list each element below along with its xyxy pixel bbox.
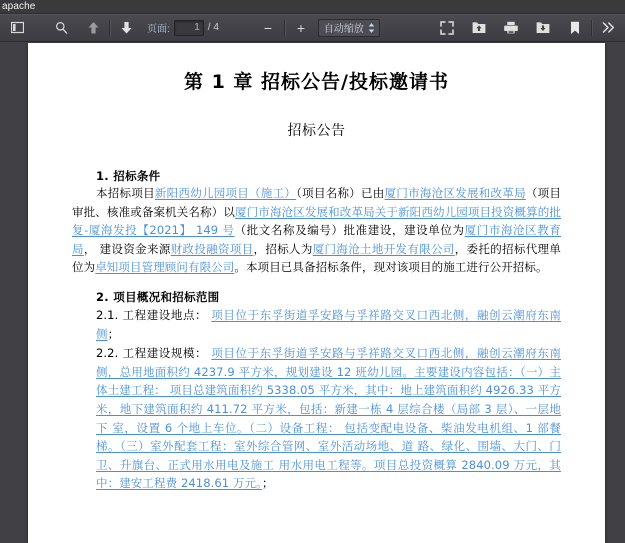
- zoom-in-button[interactable]: [289, 17, 313, 39]
- section-1-heading: 1. 招标条件: [96, 169, 161, 183]
- item-2-1: [72, 306, 561, 343]
- field-construction-scale: 项目位于东孚街道孚安路与孚祥路交叉口西北侧，融创云潮府东南侧，总用地面积约 4237.9 平方米，规划建设 12 班幼儿园。主要建设内容包括：（一）主体土建工程： 项目总建筑面积约 5338.05 平方米，其中：地上建筑面积约 4926.33 平方米，地下建筑面积约 411.72 平方米，包括：新建一栋 4 层综合楼（局部 3 层）、一层地下 室，设置 6 个地上车位。（二）设备工程： 包括变配电设备、柴油发电机组、1 部餐梯。（三）室外配套工程：室外综合管网、室外活动场地、道 路、绿化、围墙、大门、门卫、升旗台、正式用水用电及施工 用水用电工程等。项目总投资概算 2840.09 万元，其中：建安工程费 2418.61 万元。: [96, 346, 561, 491]
- zoom-scale-value: 自动缩放: [323, 24, 364, 35]
- zoom-scale-select[interactable]: [318, 19, 380, 37]
- document-title: 第 1 章 招标公告/投标邀请书: [183, 71, 449, 93]
- toolbar-divider-2: [284, 20, 285, 36]
- arrow-up-icon: [87, 21, 100, 35]
- pdf-toolbar: [0, 14, 625, 42]
- s1-t1: （项目名称）已由: [296, 186, 385, 200]
- section-2-heading: 2. 项目概况和招标范围: [96, 289, 220, 304]
- section-1-body: [72, 184, 561, 277]
- field-construction-unit: 厦门市海沧区教育局: [72, 223, 561, 256]
- zoom-out-button[interactable]: [256, 17, 280, 39]
- s1-t4: ， 建设资金来源: [83, 241, 171, 256]
- open-file-icon: [472, 21, 486, 34]
- s1-t7: 。本项目已具备招标条件，现对该项目的施工进行公开招标。: [234, 260, 548, 275]
- toolbar-divider: [109, 20, 110, 36]
- print-button[interactable]: [499, 17, 523, 39]
- download-icon: [536, 21, 550, 34]
- field-approval-document: 厦门市海沧区发展和改革局关于新阳西幼儿园项目投资概算的批复-厦海发投【2021】 149 号: [72, 204, 561, 238]
- arrow-down-icon: [120, 21, 133, 35]
- pdf-viewer-container[interactable]: [0, 42, 625, 543]
- page-number-input[interactable]: [174, 20, 204, 36]
- item-2-2-tail: ；: [262, 476, 274, 491]
- page-number-label: 页面:: [147, 24, 170, 35]
- minus-icon: −: [263, 19, 272, 36]
- open-file-button[interactable]: [467, 17, 491, 39]
- printer-icon: [504, 21, 518, 34]
- window-title-bar: [0, 0, 625, 14]
- bookmark-button[interactable]: [563, 17, 587, 39]
- chevron-updown-icon: [368, 22, 375, 33]
- toolbar-divider-3: [591, 20, 592, 36]
- s1-t2: （项目审批、核准或备案机关名称）以: [72, 186, 562, 219]
- s1-t5: ，招标人为: [253, 241, 313, 256]
- field-approval-authority: 厦门市海沧区发展和改革局: [384, 186, 526, 200]
- s1-lead: 本招标项目: [96, 186, 155, 200]
- field-construction-site: 项目位于东孚街道孚安路与孚祥路交叉口西北侧，融创云潮府东南侧: [96, 307, 561, 341]
- previous-page-button[interactable]: [81, 17, 105, 39]
- presentation-mode-button[interactable]: [435, 17, 459, 39]
- plus-icon: +: [296, 19, 305, 36]
- tools-button[interactable]: [596, 17, 620, 39]
- field-agent: 卓知项目管理顾问有限公司: [95, 260, 235, 275]
- page-total-label: / 4: [207, 22, 219, 33]
- field-funding-source: 财政投融资项目: [170, 241, 254, 256]
- item-2-2: [72, 344, 561, 493]
- field-project-name: 新阳西幼儿园项目（施工）: [154, 186, 297, 200]
- document-subtitle: 招标公告: [287, 123, 346, 139]
- s1-t3: （批文名称及编号）批准建设，建设单位为: [234, 223, 465, 238]
- search-icon: [55, 21, 68, 34]
- item-2-2-label: 2.2. 工程建设规模：: [96, 346, 208, 361]
- next-page-button[interactable]: [114, 17, 138, 39]
- sidebar-toggle-button[interactable]: [5, 17, 29, 39]
- bookmark-icon: [570, 21, 580, 35]
- window-title: apache: [2, 0, 36, 12]
- field-tenderee: 厦门海沧土地开发有限公司: [312, 241, 455, 256]
- sidebar-icon: [11, 21, 24, 34]
- download-button[interactable]: [531, 17, 555, 39]
- pdf-page-content: [28, 43, 605, 493]
- item-2-1-label: 2.1. 工程建设地点：: [96, 307, 208, 322]
- s1-t6: ，委托的招标代理单位为: [72, 241, 561, 275]
- fullscreen-icon: [440, 21, 454, 35]
- find-button[interactable]: [49, 17, 73, 39]
- pdf-page-1: [28, 43, 605, 543]
- chevron-double-right-icon: [602, 21, 615, 34]
- item-2-1-tail: ；: [107, 326, 120, 341]
